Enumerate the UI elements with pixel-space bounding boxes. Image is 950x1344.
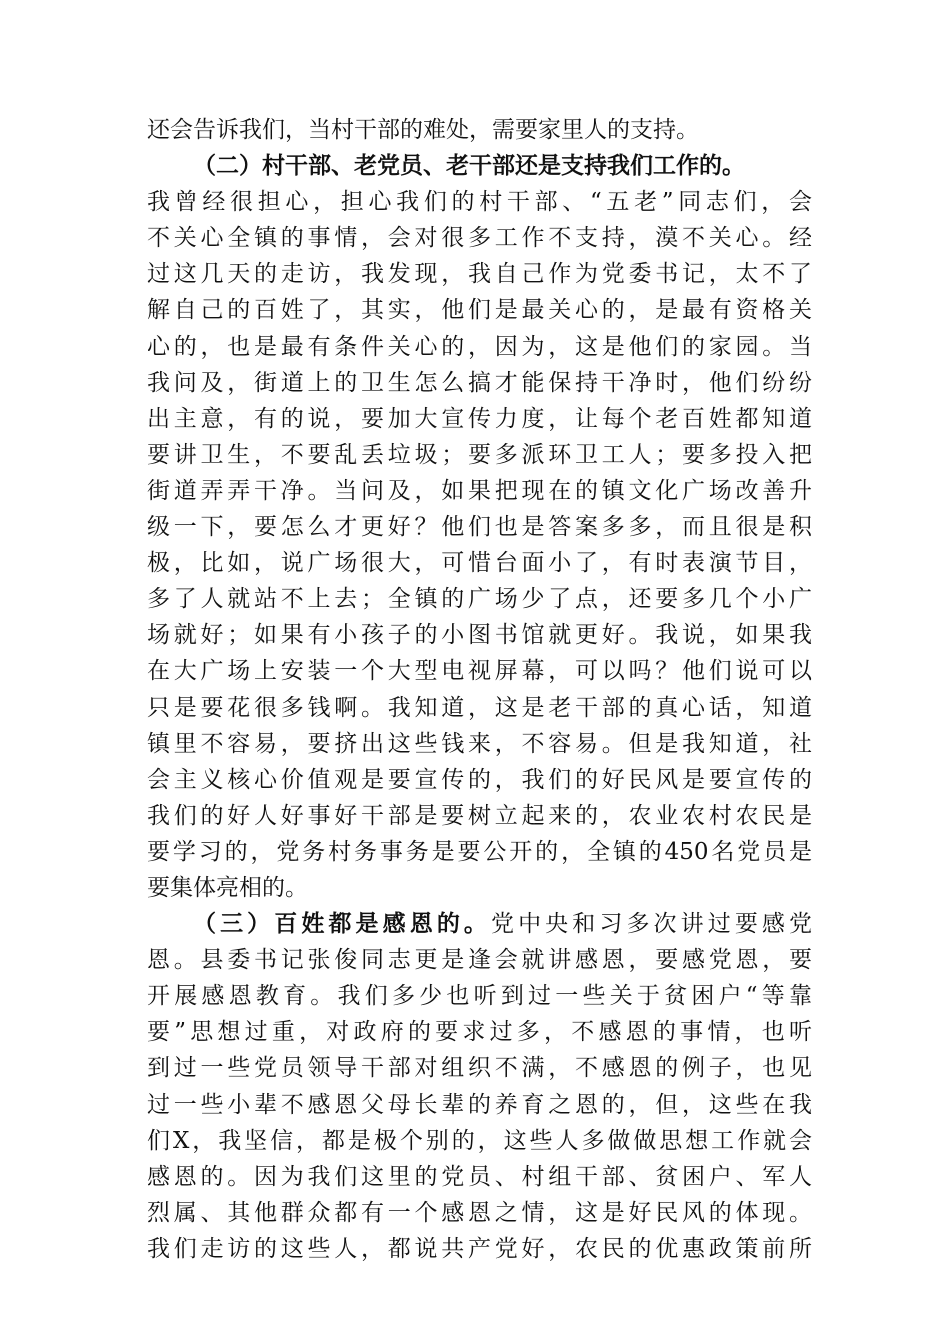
text-line: 们X，我坚信，都是极个别的，这些人多做做思想工作就会 <box>147 1127 812 1154</box>
text-line: 我曾经很担心，担心我们的村干部、“五老”同志们，会 <box>147 189 812 216</box>
text-line: 开展感恩教育。我们多少也听到过一些关于贫困户“等靠 <box>147 983 812 1010</box>
text-line: 感恩的。因为我们这里的党员、村组干部、贫困户、军人 <box>147 1163 812 1190</box>
document-body <box>147 112 812 1267</box>
text-line: 我问及，街道上的卫生怎么搞才能保持干净时，他们纷纷 <box>147 369 812 396</box>
text-line: 要学习的，党务村务事务是要公开的，全镇的450名党员是 <box>147 838 812 865</box>
text-line: 只是要花很多钱啊。我知道，这是老干部的真心话，知道 <box>147 694 812 721</box>
text-line: 还会告诉我们，当村干部的难处，需要家里人的支持。 <box>147 117 699 143</box>
text-line: 要讲卫生，不要乱丢垃圾；要多派环卫工人；要多投入把 <box>147 441 812 468</box>
section-heading: （二）村干部、老党员、老干部还是支持我们工作的。 <box>193 152 745 180</box>
text-line: 解自己的百姓了，其实，他们是最关心的，是最有资格关 <box>147 297 812 324</box>
text-line: 在大广场上安装一个大型电视屏幕，可以吗？他们说可以 <box>147 658 812 685</box>
text-line: 过一些小辈不感恩父母长辈的养育之恩的，但，这些在我 <box>147 1091 812 1118</box>
text-span: 党中央和习多次讲过要感党 <box>491 911 813 938</box>
text-line: 出主意，有的说，要加大宣传力度，让每个老百姓都知道 <box>147 405 812 432</box>
text-line: 场就好；如果有小孩子的小图书馆就更好。我说，如果我 <box>147 622 812 649</box>
text-line: 要”思想过重，对政府的要求过多，不感恩的事情，也听 <box>147 1019 812 1046</box>
text-line: 街道弄弄干净。当问及，如果把现在的镇文化广场改善升 <box>147 477 812 504</box>
text-line: 恩。县委书记张俊同志更是逢会就讲感恩，要感党恩，要 <box>147 947 812 974</box>
text-line: 我们走访的这些人，都说共产党好，农民的优惠政策前所 <box>147 1235 812 1262</box>
text-line: 极，比如，说广场很大，可惜台面小了，有时表演节目， <box>147 550 812 577</box>
text-line: 会主义核心价值观是要宣传的，我们的好民风是要宣传的 <box>147 766 812 793</box>
text-line: 不关心全镇的事情，会对很多工作不支持，漠不关心。经 <box>147 225 812 252</box>
text-line: 过这几天的走访，我发现，我自己作为党委书记，太不了 <box>147 261 812 288</box>
section-heading-line <box>147 906 812 942</box>
text-line: 心的，也是最有条件关心的，因为，这是他们的家园。当 <box>147 333 812 360</box>
text-line: 级一下，要怎么才更好？他们也是答案多多，而且很是积 <box>147 514 812 541</box>
section-heading: （三）百姓都是感恩的。 <box>193 910 491 938</box>
text-line: 要集体亮相的。 <box>147 874 308 901</box>
text-line: 到过一些党员领导干部对组织不满，不感恩的例子，也见 <box>147 1055 812 1082</box>
text-line: 多了人就站不上去；全镇的广场少了点，还要多几个小广 <box>147 586 812 613</box>
text-line: 我们的好人好事好干部是要树立起来的，农业农村农民是 <box>147 802 812 829</box>
text-line: 镇里不容易，要挤出这些钱来，不容易。但是我知道，社 <box>147 730 812 757</box>
text-line: 烈属、其他群众都有一个感恩之情，这是好民风的体现。 <box>147 1199 812 1226</box>
